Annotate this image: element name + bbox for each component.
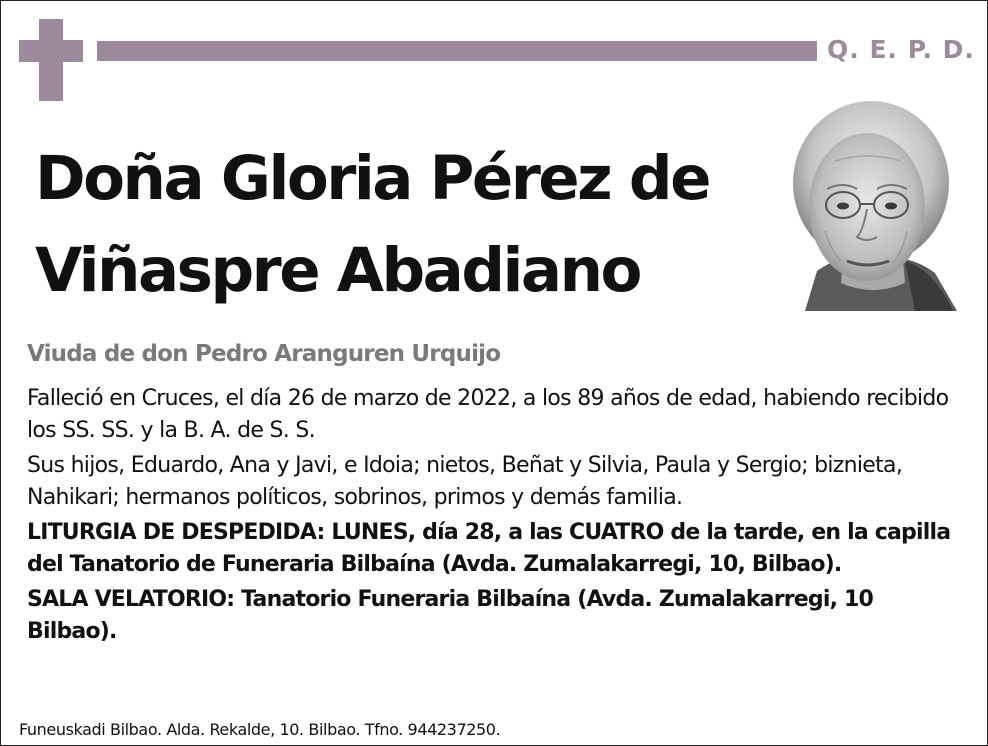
family-paragraph: Sus hijos, Eduardo, Ana y Javi, e Idoia; nietos, Beñat y Silvia, Paula y Sergio; biznieta, Nahikari; hermanos políticos, sobrinos, primos y demás familia. (27, 453, 903, 510)
header-rule (97, 41, 817, 61)
qepd-label: Q. E. P. D. (827, 35, 975, 64)
liturgy-paragraph: LITURGIA DE DESPEDIDA: LUNES, día 28, a las CUATRO de la tarde, en la capilla del Tanatorio de Funeraria Bilbaína (Avda. Zumalakarregi, 10, Bilbao). (27, 520, 951, 577)
widow-of-line: Viuda de don Pedro Aranguren Urquijo (27, 341, 501, 367)
death-notice-paragraph: Falleció en Cruces, el día 26 de marzo de 2022, a los 89 años de edad, habiendo recibido los SS. SS. y la B. A. de S. S. (27, 386, 949, 443)
wake-room-paragraph: SALA VELATORIO: Tanatorio Funeraria Bilbaína (Avda. Zumalakarregi, 10 Bilbao). (27, 587, 874, 644)
deceased-name (35, 133, 795, 317)
deceased-name-line2: Viñaspre Abadiano (35, 235, 640, 306)
notice-body (27, 383, 957, 651)
deceased-name-line1: Doña Gloria Pérez de (35, 143, 709, 214)
deceased-portrait (785, 101, 957, 311)
funeral-home-footer: Funeuskadi Bilbao. Alda. Rekalde, 10. Bilbao. Tfno. 944237250. (19, 720, 501, 739)
